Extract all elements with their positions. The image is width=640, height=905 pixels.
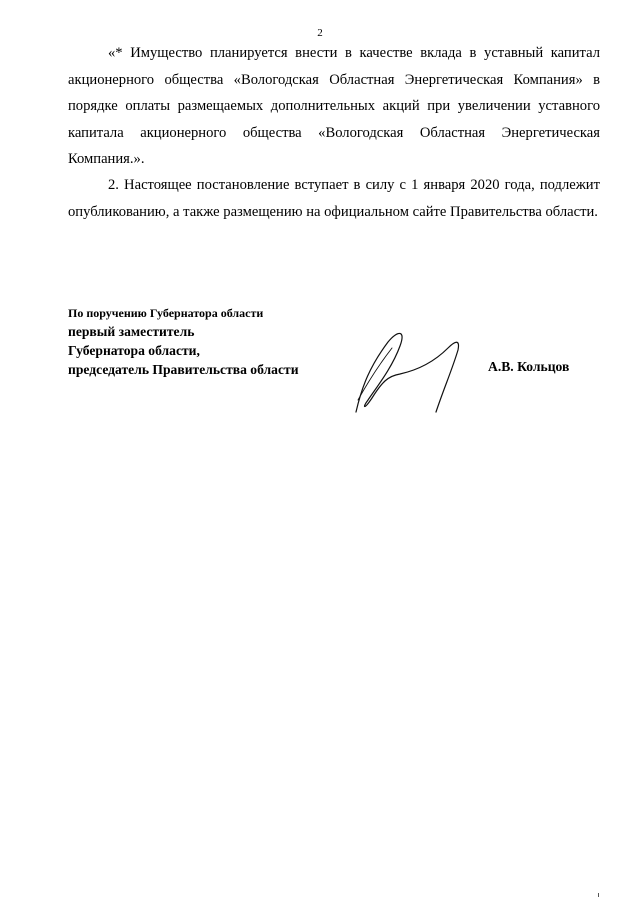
handwritten-signature [348,326,478,416]
signer-title-line-3: председатель Правительства области [68,362,299,377]
signature-block [68,304,299,379]
paragraph-text: «* Имущество планируется внести в качестве вклада в уставный капитал акционерного общества «Вологодская Областная Энергетическая Компания» в порядке оплаты размещаемых дополнительных акций при увеличении уставного капитала акционерного общества «Вологодская Областная Энергетическая Компания.». [68,45,600,168]
paragraph-effective-date [68,172,600,225]
signer-name: А.В. Кольцов [488,359,570,374]
page-number: 2 [317,27,323,39]
signer-title-line-2: Губернатора области, [68,343,200,358]
signer-title-line-1: первый заместитель [68,324,195,339]
scan-mark [598,893,599,897]
paragraph-footnote [68,40,600,173]
on-behalf-line: По поручению Губернатора области [68,306,264,320]
paragraph-text: 2. Настоящее постановление вступает в силу с 1 января 2020 года, подлежит опубликованию, а также размещению на официальном сайте Правительства области. [68,177,600,220]
